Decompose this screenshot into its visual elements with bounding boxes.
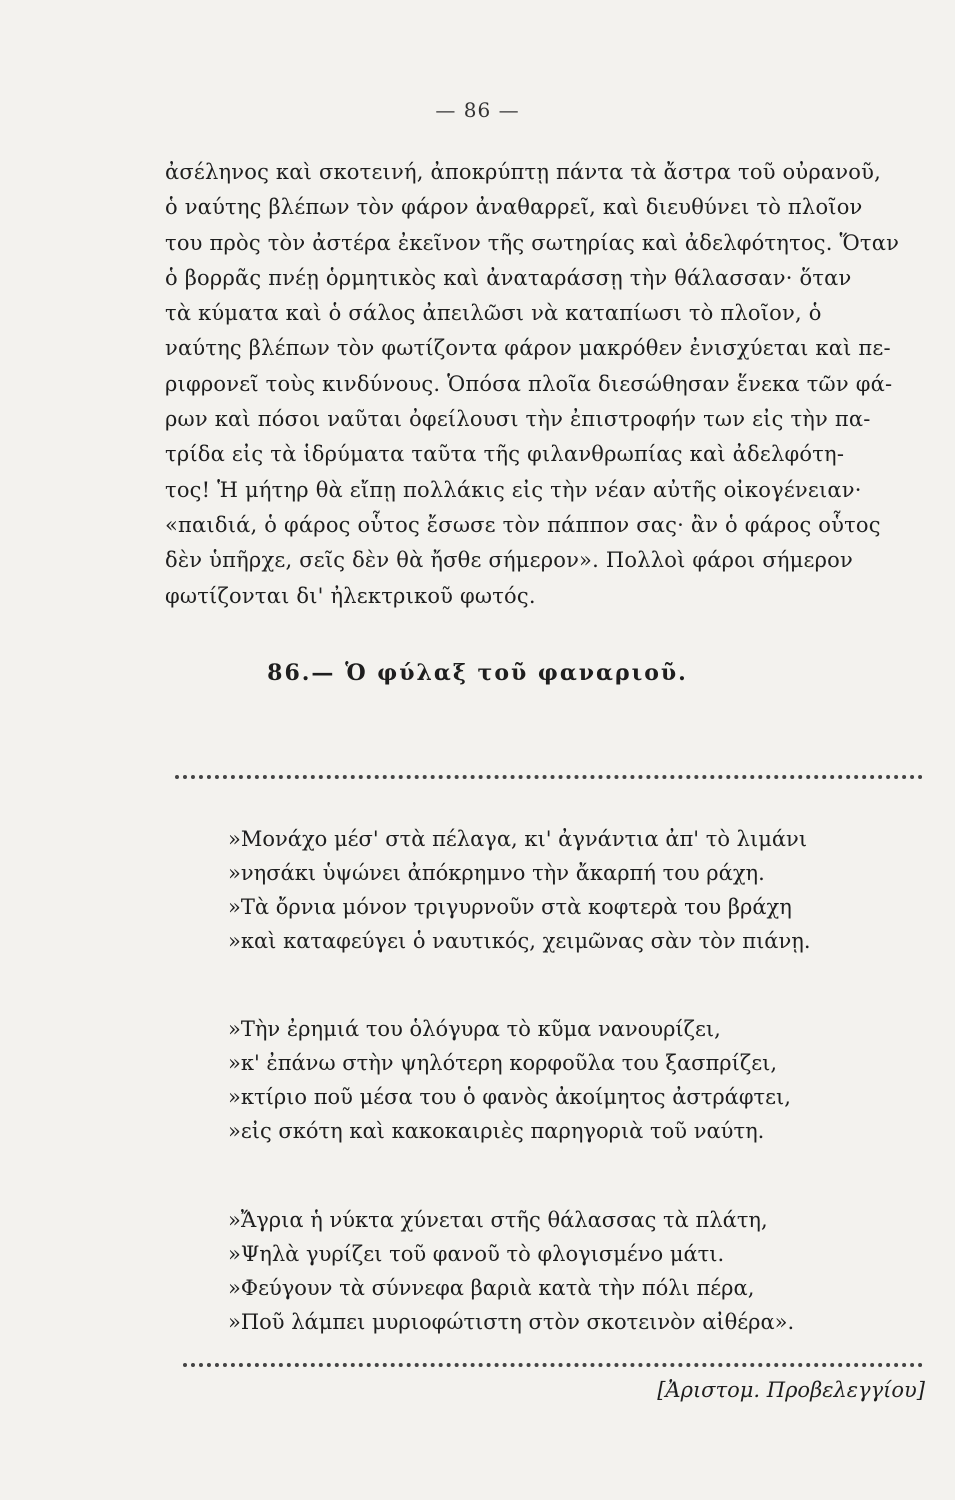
verse-line: »Τὰ ὄρνια μόνον τριγυρνοῦν στὰ κοφτερὰ του βράχη bbox=[228, 895, 792, 919]
verse-line: »Ψηλὰ γυρίζει τοῦ φανοῦ τὸ φλογισμένο μάτι. bbox=[228, 1242, 725, 1266]
prose-line: φωτίζονται δι' ἠλεκτρικοῦ φωτός. bbox=[165, 583, 536, 608]
prose-line: ὁ βορρᾶς πνέῃ ὁρμητικὸς καὶ ἀναταράσσῃ τὴν θάλασσαν· ὅταν bbox=[165, 265, 852, 290]
prose-line: τὰ κύματα καὶ ὁ σάλος ἀπειλῶσι νὰ καταπίωσι τὸ πλοῖον, ὁ bbox=[165, 301, 822, 326]
prose-line: δὲν ὑπῆρχε, σεῖς δὲν θὰ ἤσθε σήμερον». Πολλοὶ φάροι σήμερον bbox=[165, 548, 853, 573]
verse-line: »καὶ καταφεύγει ὁ ναυτικός, χειμῶνας σὰν τὸν πιάνῃ. bbox=[228, 929, 811, 953]
prose-line: τος! Ἡ μήτηρ θὰ εἴπῃ πολλάκις εἰς τὴν νέαν αὐτῆς οἰκογένειαν· bbox=[165, 477, 862, 502]
verse-line: »Ἄγρια ἡ νύκτα χύνεται στῆς θάλασσας τὰ πλάτη, bbox=[228, 1208, 768, 1232]
poem-stanza bbox=[228, 1203, 918, 1339]
prose-line: του πρὸς τὸν ἀστέρα ἐκεῖνον τῆς σωτηρίας καὶ ἀδελφότητος. Ὅταν bbox=[165, 230, 900, 255]
verse-line: »εἰς σκότη καὶ κακοκαιριὲς παρηγοριὰ τοῦ ναύτη. bbox=[228, 1119, 765, 1143]
verse-line: »Τὴν ἐρημιά του ὁλόγυρα τὸ κῦμα νανουρίζει, bbox=[228, 1017, 721, 1041]
prose-paragraph bbox=[165, 155, 925, 614]
verse-line: »νησάκι ὑψώνει ἀπόκρημνο τὴν ἄκαρπή του ράχη. bbox=[228, 861, 765, 885]
prose-line: τρίδα εἰς τὰ ἱδρύματα ταῦτα τῆς φιλανθρωπίας καὶ ἀδελφότη- bbox=[165, 442, 845, 467]
dotted-separator bbox=[175, 775, 923, 779]
verse-line: »Ποῦ λάμπει μυριοφώτιστη στὸν σκοτεινὸν αἰθέρα». bbox=[228, 1310, 795, 1334]
prose-line: ρων καὶ πόσοι ναῦται ὀφείλουσι τὴν ἐπιστροφήν των εἰς τὴν πα- bbox=[165, 407, 871, 432]
poem-stanza bbox=[228, 1012, 918, 1148]
prose-line: ἀσέληνος καὶ σκοτεινή, ἀποκρύπτῃ πάντα τὰ ἄστρα τοῦ οὐρανοῦ, bbox=[165, 160, 881, 184]
poem-attribution: [Ἀριστομ. Προβελεγγίου] bbox=[657, 1378, 925, 1402]
verse-line: »Μονάχο μέσ' στὰ πέλαγα, κι' ἀγνάντια ἀπ' τὸ λιμάνι bbox=[228, 827, 808, 851]
poem-stanza bbox=[228, 822, 918, 958]
verse-line: »Φεύγουν τὰ σύννεφα βαριὰ κατὰ τὴν πόλι πέρα, bbox=[228, 1276, 755, 1300]
page-number: — 86 — bbox=[435, 98, 520, 122]
section-heading: 86.— Ὁ φύλαξ τοῦ φαναριοῦ. bbox=[267, 660, 688, 686]
prose-line: ριφρονεῖ τοὺς κινδύνους. Ὁπόσα πλοῖα διεσώθησαν ἕνεκα τῶν φά- bbox=[165, 371, 893, 396]
dotted-separator bbox=[183, 1363, 923, 1367]
prose-line: ὁ ναύτης βλέπων τὸν φάρον ἀναθαρρεῖ, καὶ διευθύνει τὸ πλοῖον bbox=[165, 195, 863, 220]
verse-line: »κ' ἐπάνω στὴν ψηλότερη κορφοῦλα του ξασπρίζει, bbox=[228, 1051, 778, 1075]
verse-line: »κτίριο ποῦ μέσα του ὁ φανὸς ἀκοίμητος ἀστράφτει, bbox=[228, 1085, 791, 1109]
prose-line: ναύτης βλέπων τὸν φωτίζοντα φάρον μακρόθεν ἐνισχύεται καὶ πε- bbox=[165, 336, 891, 361]
prose-line: «παιδιά, ὁ φάρος οὗτος ἔσωσε τὸν πάππον σας· ἂν ὁ φάρος οὗτος bbox=[165, 512, 881, 537]
